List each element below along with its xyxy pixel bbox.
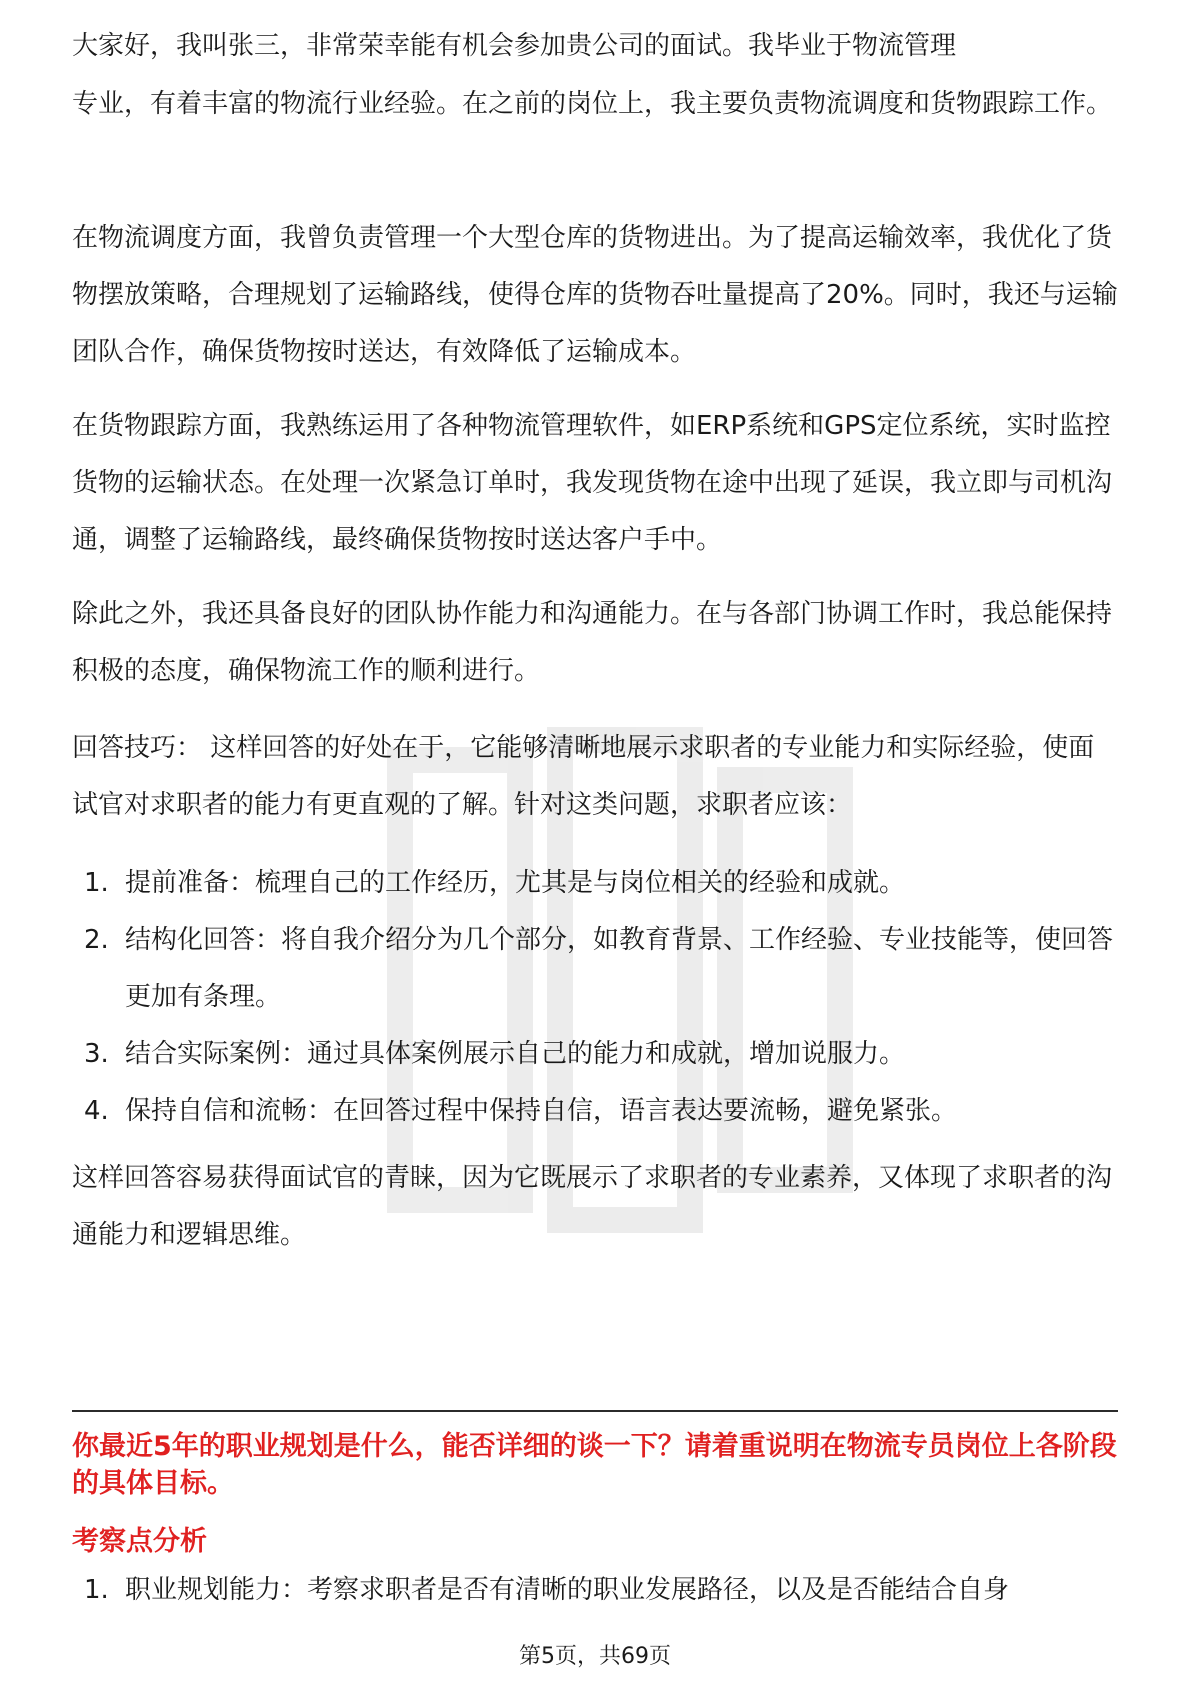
- list-item-text: 职业规划能力：考察求职者是否有清晰的职业发展路径，以及是否能结合自身: [125, 1575, 1010, 1605]
- list-item-number: 3.: [84, 1039, 109, 1069]
- paragraph-tracking: 在货物跟踪方面，我熟练运用了各种物流管理软件，如ERP系统和GPS定位系统，实时监控货物的运输状态。在处理一次紧急订单时，我发现货物在途中出现了延误，我立即与司机沟通，调整了运输路线，最终确保货物按时送达客户手中。: [72, 411, 1113, 555]
- list-item-text: 结合实际案例：通过具体案例展示自己的能力和成就，增加说服力。: [125, 1039, 906, 1069]
- list-item-number: 1.: [84, 1575, 109, 1605]
- paragraph-closing: 这样回答容易获得面试官的青睐，因为它既展示了求职者的专业素养，又体现了求职者的沟通能力和逻辑思维。: [72, 1163, 1113, 1250]
- paragraph-dispatch: 在物流调度方面，我曾负责管理一个大型仓库的货物进出。为了提高运输效率，我优化了货物摆放策略，合理规划了运输路线，使得仓库的货物吞吐量提高了20%。同时，我还与运输团队合作，确保货物按时送达，有效降低了运输成本。: [72, 223, 1118, 367]
- clipped-top-line: [72, 18, 1118, 61]
- paragraph-teamwork: 除此之外，我还具备良好的团队协作能力和沟通能力。在与各部门协调工作时，我总能保持积极的态度，确保物流工作的顺利进行。: [72, 599, 1113, 686]
- list-item: [72, 912, 1118, 1026]
- section-divider: [72, 1410, 1118, 1412]
- clipped-top-line-text: 大家好，我叫张三，非常荣幸能有机会参加贵公司的面试。我毕业于物流管理: [72, 31, 957, 61]
- list-item-number: 1.: [84, 868, 109, 898]
- section-title: 考察点分析: [72, 1526, 207, 1557]
- list-item-text: 结构化回答：将自我介绍分为几个部分，如教育背景、工作经验、专业技能等，使回答更加有条理。: [125, 925, 1114, 1012]
- list-item-number: 2.: [84, 925, 109, 955]
- analysis-list: [72, 1562, 1118, 1619]
- paragraph-answer-tips: 回答技巧： 这样回答的好处在于，它能够清晰地展示求职者的专业能力和实际经验，使面试官对求职者的能力有更直观的了解。针对这类问题，求职者应该：: [72, 733, 1095, 820]
- interview-question: 你最近5年的职业规划是什么，能否详细的谈一下？请着重说明在物流专员岗位上各阶段的具体目标。: [72, 1431, 1117, 1499]
- list-item: [72, 1083, 1118, 1140]
- paragraph-intro-continued: 专业，有着丰富的物流行业经验。在之前的岗位上，我主要负责物流调度和货物跟踪工作。: [72, 89, 1113, 119]
- list-item: [72, 855, 1118, 912]
- list-item: [72, 1562, 1118, 1619]
- page-footer: 第5页，共69页: [519, 1644, 671, 1669]
- list-item-text: 保持自信和流畅：在回答过程中保持自信，语言表达要流畅，避免紧张。: [125, 1096, 958, 1126]
- list-item: [72, 1026, 1118, 1083]
- list-item-text: 提前准备：梳理自己的工作经历，尤其是与岗位相关的经验和成就。: [125, 868, 906, 898]
- tips-list: [72, 855, 1118, 1140]
- list-item-number: 4.: [84, 1096, 109, 1126]
